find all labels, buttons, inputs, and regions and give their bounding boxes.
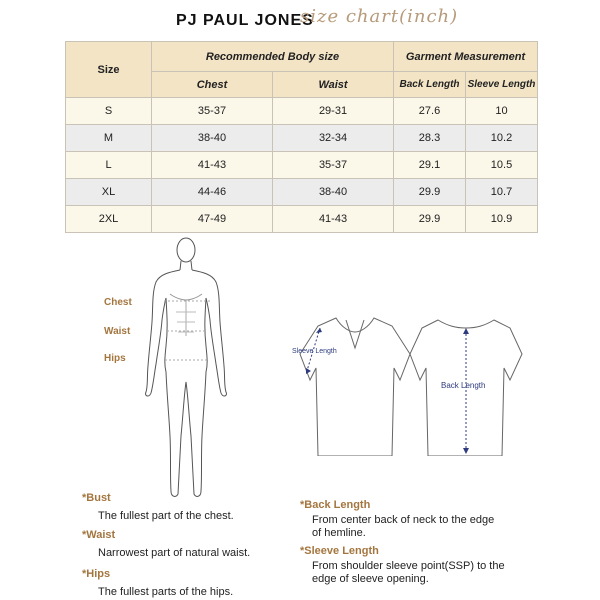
back-length-cell: 27.6 <box>394 98 466 125</box>
sleeve-length-definition: *Sleeve Length From shoulder sleeve point(SSP) to the edge of sleeve opening. <box>300 545 505 585</box>
brand-name: PJ PAUL JONES <box>176 12 314 29</box>
sleeve-length-guide-label: Sleeve Length <box>292 348 337 355</box>
sleeve-length-text-1: From shoulder sleeve point(SSP) to the <box>312 560 505 572</box>
back-length-text-1: From center back of neck to the edge <box>312 514 495 526</box>
back-length-text-2: of hemline. <box>312 527 366 539</box>
table-row <box>66 206 538 233</box>
garment-group-header: Garment Measurement <box>394 42 538 72</box>
chest-cell: 41-43 <box>152 152 273 179</box>
sleeve-length-cell: 10.5 <box>466 152 538 179</box>
waist-text: Narrowest part of natural waist. <box>98 547 251 559</box>
table-header-row-1 <box>66 42 538 72</box>
waist-title: Waist <box>86 529 116 541</box>
hips-definition: *Hips The fullest parts of the hips. <box>82 568 234 598</box>
bust-title: Bust <box>86 492 111 504</box>
table-row <box>66 179 538 206</box>
hips-text: The fullest parts of the hips. <box>98 586 234 598</box>
chest-cell: 44-46 <box>152 179 273 206</box>
size-cell: M <box>66 125 152 152</box>
bust-definition: *Bust The fullest part of the chest. <box>82 492 234 522</box>
sleeve-length-cell: 10.7 <box>466 179 538 206</box>
chest-cell: 47-49 <box>152 206 273 233</box>
sleeve-length-title: Sleeve Length <box>304 545 379 557</box>
table-row <box>66 98 538 125</box>
chest-cell: 35-37 <box>152 98 273 125</box>
size-cell: L <box>66 152 152 179</box>
waist-cell: 32-34 <box>273 125 394 152</box>
sleeve-length-column-header: Sleeve Length <box>466 72 538 98</box>
back-length-title: Back Length <box>304 499 371 511</box>
waist-cell: 35-37 <box>273 152 394 179</box>
size-cell: S <box>66 98 152 125</box>
size-cell: XL <box>66 179 152 206</box>
body-outline-illustration <box>140 236 250 504</box>
back-length-definition: *Back Length From center back of neck to the edge of hemline. <box>300 499 495 539</box>
sleeve-length-cell: 10.9 <box>466 206 538 233</box>
back-length-column-header: Back Length <box>394 72 466 98</box>
size-table <box>65 41 538 233</box>
table-row <box>66 152 538 179</box>
shirt-measurement-illustration <box>288 306 528 456</box>
chest-cell: 38-40 <box>152 125 273 152</box>
hips-title: Hips <box>86 568 111 580</box>
chest-label: Chest <box>104 297 132 308</box>
back-length-cell: 29.9 <box>394 179 466 206</box>
waist-cell: 41-43 <box>273 206 394 233</box>
hips-label: Hips <box>104 353 126 364</box>
table-row <box>66 125 538 152</box>
body-size-group-header: Recommended Body size <box>152 42 394 72</box>
back-length-cell: 28.3 <box>394 125 466 152</box>
sleeve-length-cell: 10.2 <box>466 125 538 152</box>
size-chart-script-title: size chart(inch) <box>300 6 459 27</box>
waist-column-header: Waist <box>273 72 394 98</box>
back-length-cell: 29.1 <box>394 152 466 179</box>
waist-label: Waist <box>104 326 131 337</box>
chart-header <box>0 4 600 32</box>
waist-definition: *Waist Narrowest part of natural waist. <box>82 529 251 559</box>
waist-cell: 38-40 <box>273 179 394 206</box>
sleeve-length-text-2: edge of sleeve opening. <box>312 573 429 585</box>
bust-text: The fullest part of the chest. <box>98 510 234 522</box>
back-length-cell: 29.9 <box>394 206 466 233</box>
size-column-header: Size <box>66 42 152 98</box>
chest-column-header: Chest <box>152 72 273 98</box>
waist-cell: 29-31 <box>273 98 394 125</box>
size-cell: 2XL <box>66 206 152 233</box>
back-length-guide-label: Back Length <box>441 381 486 390</box>
sleeve-length-cell: 10 <box>466 98 538 125</box>
